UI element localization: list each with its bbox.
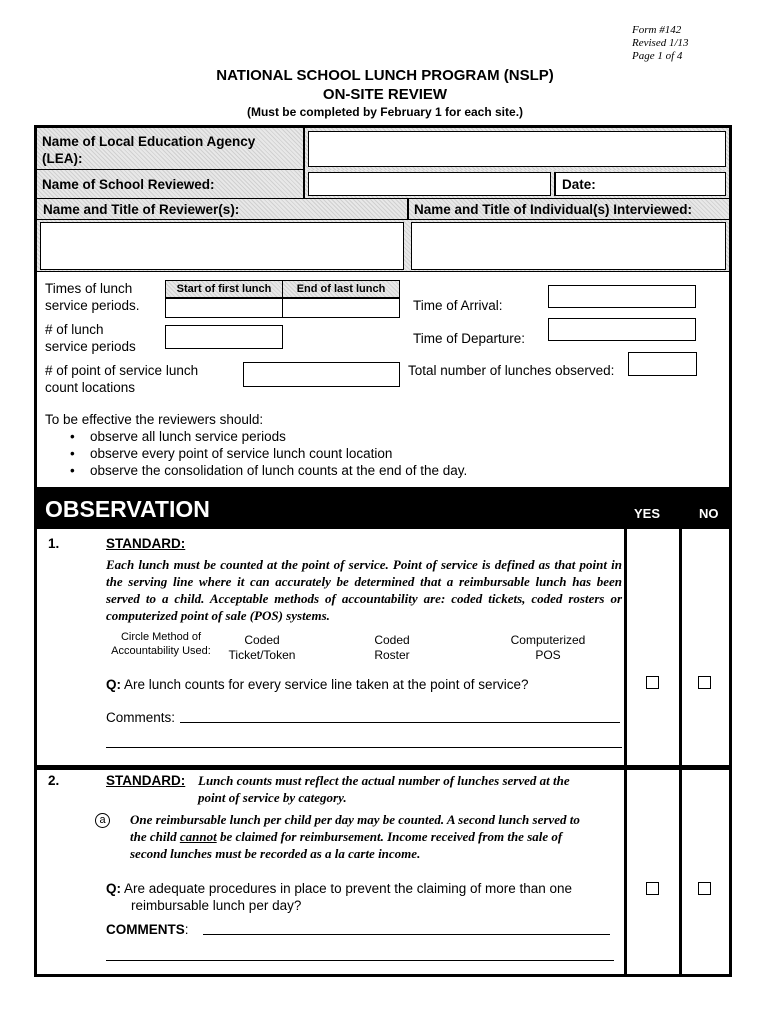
periods-label-2: service periods xyxy=(45,339,136,354)
total-label: Total number of lunches observed: xyxy=(408,363,615,378)
item2-sub-text xyxy=(130,811,622,862)
start-time-input[interactable] xyxy=(165,298,283,318)
observation-heading: OBSERVATION xyxy=(45,496,210,522)
item1-comments-line-1[interactable] xyxy=(180,722,620,723)
lea-label-2: (LEA): xyxy=(42,151,83,166)
no-column-divider-2 xyxy=(679,770,682,974)
method-label-2: Accountability Used: xyxy=(111,645,211,657)
item1-comments-label: Comments: xyxy=(106,710,176,725)
deadline-note: (Must be completed by February 1 for each site.) xyxy=(246,105,524,119)
method-3a: Computerized xyxy=(510,633,586,647)
item1-standard-text: Each lunch must be counted at the point of service. Point of service is defined as that point in the serving line where it can accurately be determined that a reimbursable lunch has been served to a child. Acceptable methods of accountability are: coded tickets, coded rosters or computerized point of sale (POS) systems. xyxy=(106,557,622,623)
method-2b: Roster xyxy=(374,648,410,662)
yes-column-divider-2 xyxy=(624,770,627,974)
method-coded-roster[interactable] xyxy=(352,633,432,663)
sub-item-a-badge xyxy=(95,813,110,828)
form-number: Form #142 xyxy=(632,24,682,36)
no-column-divider xyxy=(679,529,682,765)
item2-no-checkbox[interactable] xyxy=(698,882,711,895)
date-label: Date: xyxy=(562,177,596,192)
interviewed-input[interactable] xyxy=(411,222,726,270)
pos-label-1: # of point of service lunch xyxy=(45,363,199,378)
times-label-1: Times of lunch xyxy=(45,281,133,296)
reviewer-label: Name and Title of Reviewer(s): xyxy=(43,202,240,217)
method-1b: Ticket/Token xyxy=(228,648,296,662)
item1-yes-checkbox[interactable] xyxy=(646,676,659,689)
item2-sub-line-2b: cannot xyxy=(179,829,217,844)
school-input[interactable] xyxy=(308,172,551,196)
departure-input[interactable] xyxy=(548,318,696,341)
item2-yes-checkbox[interactable] xyxy=(646,882,659,895)
item2-comments xyxy=(106,921,189,938)
method-label-1: Circle Method of xyxy=(120,631,202,643)
total-lunches-input[interactable] xyxy=(628,352,697,376)
method-label xyxy=(106,630,216,658)
item2-sub-line-1: One reimbursable lunch per child per day may be counted. A second lunch served to xyxy=(130,812,580,827)
interviewed-label: Name and Title of Individual(s) Interviewed: xyxy=(414,202,693,217)
start-header-cell xyxy=(165,280,283,298)
item2-sub-line-3: second lunches must be recorded as a la carte income. xyxy=(130,846,421,861)
lea-label-1: Name of Local Education Agency xyxy=(42,134,256,149)
item2-number: 2. xyxy=(48,773,60,788)
item1-standard-label: STANDARD: xyxy=(106,536,186,551)
page-title: NATIONAL SCHOOL LUNCH PROGRAM (NSLP) xyxy=(216,67,554,84)
date-input[interactable] xyxy=(554,172,726,196)
item2-standard-text xyxy=(198,772,622,806)
arrival-input[interactable] xyxy=(548,285,696,308)
school-label-cell xyxy=(37,170,305,198)
lea-label-cell xyxy=(37,128,305,170)
departure-label: Time of Departure: xyxy=(413,331,526,346)
page-subtitle: ON-SITE REVIEW xyxy=(322,86,448,103)
school-label: Name of School Reviewed: xyxy=(42,177,215,192)
item2-question-line-2: reimbursable lunch per day? xyxy=(131,898,302,913)
start-header: Start of first lunch xyxy=(176,283,272,295)
item2-question-prefix: Q: xyxy=(106,881,121,896)
item1-no-checkbox[interactable] xyxy=(698,676,711,689)
method-2a: Coded xyxy=(374,633,410,647)
revised-date: Revised 1/13 xyxy=(632,37,689,49)
end-header-cell xyxy=(283,280,400,298)
item1-question xyxy=(106,676,528,693)
method-computerized-pos[interactable] xyxy=(500,633,596,663)
item2-comments-line-2[interactable] xyxy=(106,960,614,961)
form-meta xyxy=(632,24,689,63)
item2-question-line-1: Are adequate procedures in place to prevent the claiming of more than one xyxy=(124,881,573,896)
item1-question-text: Are lunch counts for every service line taken at the point of service? xyxy=(124,677,529,692)
item2-question xyxy=(106,880,626,914)
item2-comments-label: COMMENTS xyxy=(106,922,185,937)
page-number: Page 1 of 4 xyxy=(632,50,683,62)
item1-comments-line-2[interactable] xyxy=(106,747,622,748)
item2-standard-line-2: point of service by category. xyxy=(198,790,347,805)
observation-bar xyxy=(37,487,729,529)
no-header: NO xyxy=(699,506,719,521)
arrival-label: Time of Arrival: xyxy=(413,298,503,313)
item1-number: 1. xyxy=(48,536,60,551)
lea-input[interactable] xyxy=(308,131,726,167)
end-header: End of last lunch xyxy=(296,283,386,295)
times-label-2: service periods. xyxy=(45,298,140,313)
instructions-intro: To be effective the reviewers should: xyxy=(45,412,264,427)
instruction-item: • observe every point of service lunch count location xyxy=(44,445,467,462)
sub-item-letter: a xyxy=(99,814,106,826)
periods-input[interactable] xyxy=(165,325,283,349)
item2-sub-line-2a: the child xyxy=(130,829,180,844)
method-3b: POS xyxy=(535,648,561,662)
item2-sub-line-2c: be claimed for reimbursement. Income received from the sale of xyxy=(216,829,563,844)
instruction-item: • observe the consolidation of lunch counts at the end of the day. xyxy=(44,462,467,479)
item2-comments-line-1[interactable] xyxy=(203,934,610,935)
periods-label-1: # of lunch xyxy=(45,322,104,337)
pos-label-2: count locations xyxy=(45,380,136,395)
yes-column-divider xyxy=(624,529,627,765)
item-divider xyxy=(37,765,729,770)
item1-question-prefix: Q: xyxy=(106,677,121,692)
instruction-item: • observe all lunch service periods xyxy=(44,428,467,445)
method-coded-ticket[interactable] xyxy=(220,633,304,663)
item2-comments-colon: : xyxy=(184,922,189,937)
end-time-input[interactable] xyxy=(283,298,400,318)
instructions-list xyxy=(44,428,467,479)
pos-locations-input[interactable] xyxy=(243,362,400,387)
yes-header: YES xyxy=(634,506,661,521)
item2-standard-label: STANDARD: xyxy=(106,773,186,788)
item2-sub-line-2 xyxy=(130,828,622,845)
item2-standard-line-1: Lunch counts must reflect the actual number of lunches served at the xyxy=(198,773,570,788)
reviewer-input[interactable] xyxy=(40,222,404,270)
method-1a: Coded xyxy=(244,633,280,647)
